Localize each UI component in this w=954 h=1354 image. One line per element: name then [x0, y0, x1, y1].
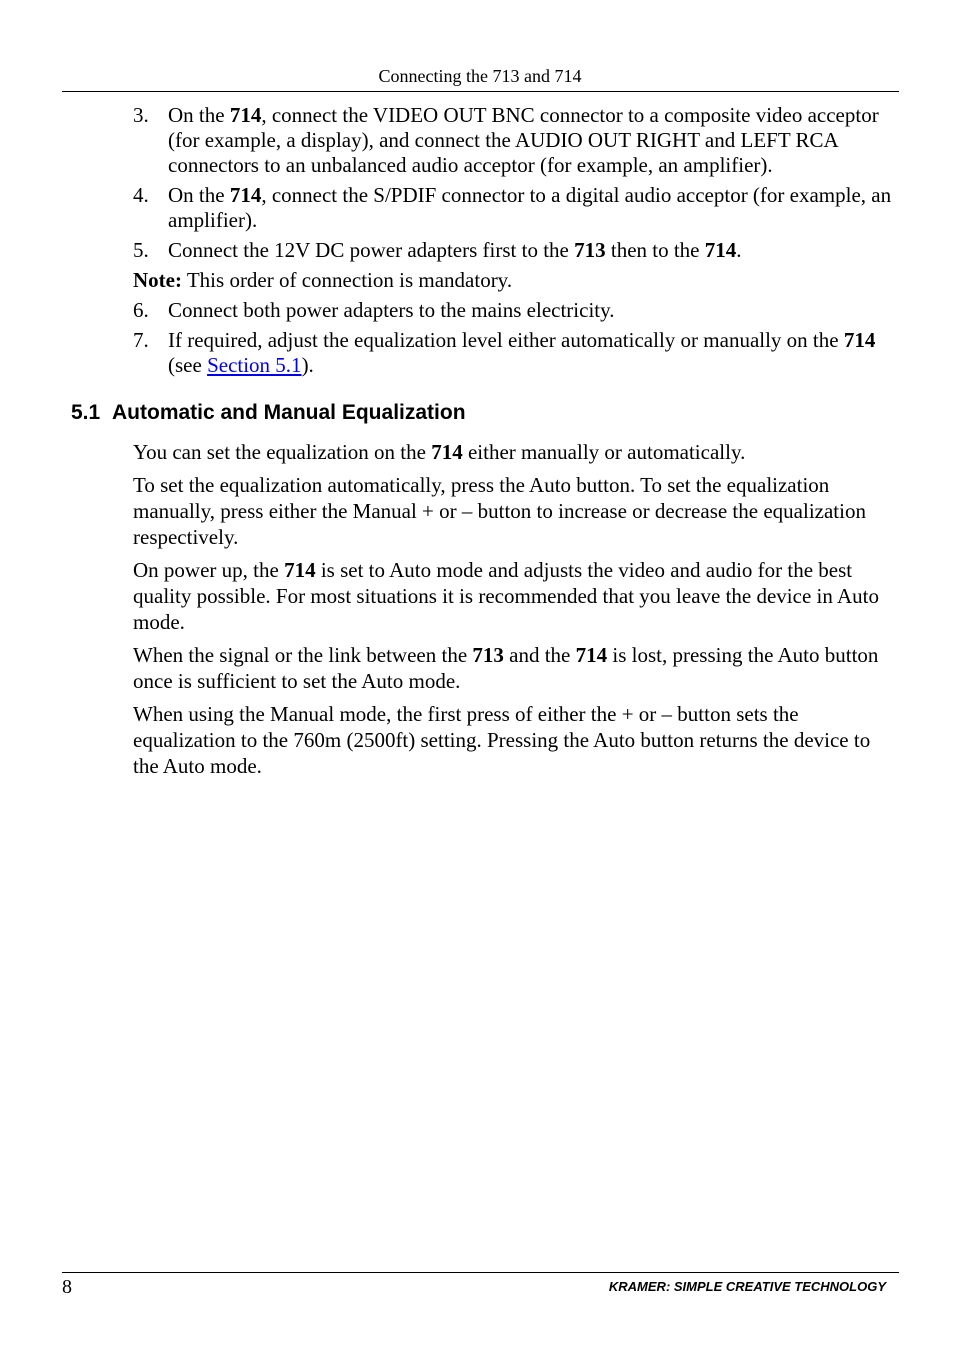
- model-714: 714: [843, 328, 876, 352]
- footer-rule: [62, 1272, 899, 1273]
- step-text: .: [736, 238, 742, 262]
- step-text: (see: [168, 353, 208, 377]
- paragraph: [0, 557, 954, 635]
- step-4: [0, 183, 954, 233]
- paragraph-text: You can set the equalization on the: [133, 440, 432, 464]
- step-text: Connect the 12V DC power adapters first to the: [168, 238, 575, 262]
- step-number: 6.: [133, 298, 149, 322]
- note: [0, 268, 954, 293]
- step-number: 5.: [133, 238, 149, 262]
- header-rule: [62, 91, 899, 92]
- step-text: On the: [168, 103, 230, 127]
- model-713: 713: [472, 643, 504, 667]
- paragraph-text: On power up, the: [133, 558, 285, 582]
- step-number: 4.: [133, 183, 149, 207]
- model-714: 714: [575, 643, 608, 667]
- step-text: then to the: [605, 238, 705, 262]
- step-7: [0, 328, 954, 378]
- model-714: 714: [284, 558, 316, 582]
- page-content: [0, 103, 954, 786]
- paragraph: [0, 439, 954, 465]
- paragraph-text: When the signal or the link between the: [133, 643, 473, 667]
- section-title: Automatic and Manual Equalization: [112, 401, 466, 424]
- step-number: 3.: [133, 103, 149, 127]
- note-text: This order of connection is mandatory.: [181, 268, 513, 292]
- step-6: [0, 298, 954, 323]
- step-text: If required, adjust the equalization level either automatically or manually on the: [168, 328, 844, 352]
- step-number: 7.: [133, 328, 149, 352]
- paragraph-text: either manually or automatically.: [462, 440, 746, 464]
- paragraph-text: is set to Auto mode and adjusts the video and audio for the best quality possible. For most situations it is recommended that you leave the device in Auto mode.: [133, 558, 879, 634]
- paragraph-text: and the: [503, 643, 576, 667]
- section-link[interactable]: Section 5.1: [207, 353, 302, 377]
- page-number: 8: [62, 1276, 72, 1298]
- section-number: 5.1: [71, 401, 101, 424]
- paragraph: [0, 701, 954, 779]
- step-5: [0, 238, 954, 263]
- step-text: Connect both power adapters to the mains electricity.: [168, 298, 615, 322]
- section-heading: [0, 400, 954, 425]
- paragraph: [0, 472, 954, 550]
- model-714: 714: [704, 238, 737, 262]
- model-713: 713: [574, 238, 606, 262]
- paragraph: [0, 642, 954, 694]
- paragraph-text: When using the Manual mode, the first press of either the + or – button sets the equalization to the 760m (2500ft) setting. Pressing the Auto button returns the device to the Auto mode.: [133, 702, 871, 778]
- model-714: 714: [229, 103, 262, 127]
- note-label: Note:: [133, 268, 182, 292]
- step-3: [0, 103, 954, 178]
- paragraph-text: To set the equalization automatically, press the Auto button. To set the equalization manually, press either the Manual + or – button to increase or decrease the equalization respectively.: [133, 473, 866, 549]
- step-text: ).: [301, 353, 314, 377]
- footer-brand: KRAMER: SIMPLE CREATIVE TECHNOLOGY: [608, 1279, 886, 1294]
- step-text: On the: [168, 183, 230, 207]
- step-text: , connect the VIDEO OUT BNC connector to a composite video acceptor (for example, a display), and connect the AUDIO OUT RIGHT and LEFT RCA connectors to an unbalanced audio acceptor (for example, an amplifier).: [168, 103, 879, 177]
- model-714: 714: [229, 183, 262, 207]
- paragraph-text: is lost, pressing the Auto button once is sufficient to set the Auto mode.: [133, 643, 879, 693]
- model-714: 714: [431, 440, 463, 464]
- running-header: Connecting the 713 and 714: [378, 66, 582, 86]
- step-text: , connect the S/PDIF connector to a digital audio acceptor (for example, an amplifier).: [168, 183, 892, 232]
